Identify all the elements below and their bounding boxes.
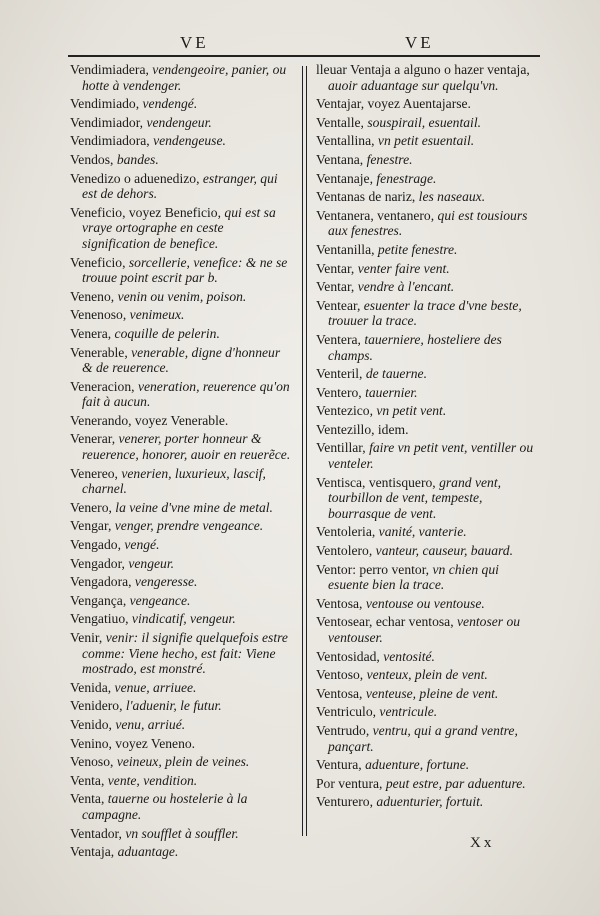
- entry-definition: auoir aduantage sur quelqu'vn.: [328, 77, 499, 93]
- dictionary-entry: [316, 614, 538, 645]
- column-divider: [302, 66, 307, 836]
- dictionary-entry: [316, 543, 538, 559]
- dictionary-entry: [316, 667, 538, 683]
- entry-headword: Venido,: [70, 716, 116, 732]
- dictionary-entry: [70, 791, 292, 822]
- dictionary-entry: [316, 596, 538, 612]
- dictionary-entry: [70, 115, 292, 131]
- entry-headword: Ventaja,: [70, 844, 118, 860]
- dictionary-entry: [70, 611, 292, 627]
- entry-headword: Vendimiador,: [70, 114, 147, 130]
- dictionary-entry: [316, 62, 538, 93]
- entry-definition: veneration, reuerence qu'on fait à aucun.: [82, 378, 290, 410]
- entry-definition: souspirail, esuentail.: [367, 114, 482, 130]
- entry-definition: les naseaux.: [418, 189, 486, 205]
- entry-headword: Vengança,: [70, 592, 130, 608]
- dictionary-entry: [70, 844, 292, 860]
- entry-definition: vn chien qui esuente bien la trace.: [328, 561, 499, 593]
- entry-headword: Ventanilla,: [316, 241, 378, 257]
- entry-headword: Ventanaje,: [316, 170, 377, 186]
- dictionary-entry: [316, 440, 538, 471]
- dictionary-entry: [70, 630, 292, 677]
- dictionary-entry: [70, 96, 292, 112]
- dictionary-entry: [70, 152, 292, 168]
- entry-definition: venin ou venim, poison.: [117, 288, 247, 304]
- entry-definition: grand vent, tourbillon de vent, tempeste, bourrasque de vent.: [328, 474, 501, 521]
- entry-headword: Por ventura,: [316, 775, 386, 791]
- dictionary-entry: [316, 385, 538, 401]
- entry-definition: faire vn petit vent, ventiller ou venteler.: [328, 440, 534, 472]
- entry-headword: Ventosa,: [316, 595, 366, 611]
- entry-definition: venger, prendre vengeance.: [114, 518, 264, 534]
- entry-headword: Venir,: [70, 630, 106, 645]
- entry-definition: tauerne ou hostelerie à la campagne.: [82, 791, 248, 822]
- entry-headword: Ventador,: [70, 825, 126, 841]
- dictionary-entry: [70, 556, 292, 572]
- entry-headword: Venero,: [70, 499, 116, 515]
- entry-headword: Ventisca, ventisquero,: [316, 474, 440, 490]
- entry-definition: vendengé.: [142, 96, 198, 112]
- dictionary-entry: [316, 298, 538, 329]
- dictionary-entry: [70, 518, 292, 534]
- entry-headword: Ventar,: [316, 260, 358, 276]
- entry-headword: Veneno,: [70, 288, 118, 304]
- entry-definition: estranger, qui est de dehors.: [82, 170, 278, 202]
- entry-headword: Ventero,: [316, 384, 366, 400]
- entry-headword: Venereo,: [70, 465, 122, 481]
- dictionary-entry: [316, 133, 538, 149]
- dictionary-entry: [316, 475, 538, 522]
- entry-definition: vanteur, causeur, bauard.: [375, 543, 513, 559]
- entry-headword: Ventajar, voyez Auentajarse.: [316, 96, 471, 112]
- entry-definition: peut estre, par aduenture.: [385, 775, 526, 791]
- entry-definition: vengeresse.: [134, 574, 198, 590]
- header-rule: [68, 55, 540, 57]
- dictionary-entry: [70, 62, 292, 93]
- entry-headword: Venoso,: [70, 754, 117, 770]
- entry-headword: Veneficio, voyez Beneficio,: [70, 204, 225, 220]
- dictionary-entry: [70, 680, 292, 696]
- entry-definition: de tauerne.: [365, 366, 427, 382]
- entry-definition: venteuse, pleine de vent.: [365, 685, 499, 701]
- entry-definition: ventouse ou ventouse.: [365, 595, 485, 611]
- dictionary-entry: [316, 152, 538, 168]
- dictionary-entry: [70, 500, 292, 516]
- entry-headword: Vendos,: [70, 151, 117, 167]
- entry-headword: Vengador,: [70, 555, 129, 571]
- entry-headword: Ventura,: [316, 757, 366, 773]
- entry-headword: Vengadora,: [70, 574, 135, 590]
- dictionary-entry: [70, 593, 292, 609]
- entry-definition: ventosité.: [383, 648, 435, 664]
- entry-definition: tauerniere, hosteliere des champs.: [328, 331, 502, 363]
- dictionary-entry: [316, 562, 538, 593]
- entry-definition: bandes.: [116, 151, 159, 167]
- entry-headword: Venta,: [70, 791, 108, 807]
- dictionary-entry: [70, 754, 292, 770]
- dictionary-entry: [316, 171, 538, 187]
- entry-headword: Venedizo o aduenedizo,: [70, 170, 203, 186]
- dictionary-entry: [70, 255, 292, 286]
- entry-headword: Veneficio,: [70, 254, 129, 270]
- entry-definition: venerien, luxurieux, lascif, charnel.: [82, 465, 266, 497]
- right-column: [316, 62, 538, 813]
- entry-headword: Ventoso,: [316, 667, 367, 683]
- entry-headword: Ventolero,: [316, 543, 376, 559]
- dictionary-entry: [316, 422, 538, 438]
- entry-headword: Ventera,: [316, 331, 365, 347]
- dictionary-entry: [316, 649, 538, 665]
- entry-headword: Vendimiadora,: [70, 133, 154, 149]
- entry-definition: l'aduenir, le futur.: [125, 698, 222, 714]
- entry-headword: Ventosa,: [316, 685, 366, 701]
- entry-headword: Ventriculo,: [316, 704, 380, 720]
- dictionary-entry: [70, 171, 292, 202]
- entry-headword: Ventillar,: [316, 440, 370, 456]
- entry-headword: Ventanas de nariz,: [316, 189, 419, 205]
- entry-headword: Vendimiadera,: [70, 62, 153, 77]
- header-right: VE: [405, 33, 434, 52]
- dictionary-entry: [70, 289, 292, 305]
- dictionary-entry: [316, 524, 538, 540]
- entry-definition: vendengeur.: [146, 114, 212, 130]
- entry-headword: Ventoleria,: [316, 524, 379, 540]
- dictionary-entry: [70, 133, 292, 149]
- entry-headword: Ventalle,: [316, 114, 368, 130]
- dictionary-entry: [316, 332, 538, 363]
- entry-headword: Venerando, voyez Venerable.: [70, 412, 229, 428]
- entry-definition: petite fenestre.: [377, 241, 458, 257]
- entry-headword: lleuar Ventaja a alguno o hazer ventaja,: [316, 62, 530, 77]
- running-header: [70, 33, 540, 55]
- entry-definition: venerable, digne d'honneur & de reuerence.: [82, 344, 281, 376]
- entry-headword: Ventezico,: [316, 403, 377, 419]
- entry-definition: sorcellerie, venefice: & ne se trouue point escrit par b.: [82, 254, 288, 286]
- dictionary-entry: [70, 717, 292, 733]
- dictionary-entry: [70, 413, 292, 429]
- entry-headword: Ventezillo, idem.: [316, 421, 409, 437]
- entry-headword: Venenoso,: [70, 307, 130, 323]
- dictionary-entry: [316, 279, 538, 295]
- dictionary-entry: [70, 537, 292, 553]
- dictionary-entry: [316, 686, 538, 702]
- entry-headword: Ventosear, echar ventosa,: [316, 614, 457, 630]
- entry-headword: Vengar,: [70, 518, 115, 534]
- entry-headword: Ventallina,: [316, 133, 378, 149]
- dictionary-entry: [70, 205, 292, 252]
- entry-definition: vendengeuse.: [153, 133, 226, 149]
- dictionary-entry: [316, 757, 538, 773]
- dictionary-entry: [316, 704, 538, 720]
- dictionary-entry: [316, 261, 538, 277]
- entry-definition: vendre à l'encant.: [357, 279, 455, 295]
- dictionary-entry: [70, 307, 292, 323]
- entry-headword: Ventana,: [316, 151, 367, 167]
- dictionary-entry: [316, 366, 538, 382]
- dictionary-entry: [316, 189, 538, 205]
- entry-definition: aduantage.: [117, 844, 179, 860]
- entry-definition: ventru, qui a grand ventre, pançart.: [328, 722, 518, 754]
- entry-definition: ventoser ou ventouser.: [328, 614, 521, 645]
- entry-headword: Ventor: perro ventor,: [316, 561, 433, 577]
- entry-definition: vengeur.: [128, 555, 175, 571]
- entry-headword: Ventear,: [316, 297, 364, 313]
- entry-headword: Ventar,: [316, 279, 358, 295]
- dictionary-entry: [70, 466, 292, 497]
- entry-definition: qui est tousiours aux fenestres.: [328, 207, 528, 239]
- entry-definition: venue, arriuee.: [114, 679, 197, 695]
- dictionary-entry: [316, 776, 538, 792]
- entry-headword: Venta,: [70, 772, 108, 788]
- entry-definition: vindicatif, vengeur.: [131, 611, 236, 627]
- entry-headword: Venerable,: [70, 344, 132, 360]
- entry-definition: venerer, porter honneur & reuerence, honorer, auoir en reuerẽce.: [82, 431, 291, 463]
- entry-definition: venter faire vent.: [357, 260, 450, 276]
- entry-headword: Venturero,: [316, 794, 377, 810]
- entry-headword: Vengado,: [70, 537, 125, 553]
- entry-definition: coquille de pelerin.: [114, 325, 220, 341]
- entry-headword: Venidero,: [70, 698, 126, 714]
- entry-headword: Ventanera, ventanero,: [316, 207, 438, 223]
- dictionary-entry: [316, 96, 538, 112]
- entry-definition: vengé.: [124, 537, 160, 553]
- entry-headword: Vengatiuo,: [70, 611, 132, 627]
- dictionary-entry: [316, 723, 538, 754]
- entry-definition: vendengeoire, panier, ou hotte à vendenger.: [82, 62, 287, 93]
- dictionary-entry: [70, 826, 292, 842]
- entry-definition: vengeance.: [129, 592, 191, 608]
- dictionary-entry: [70, 698, 292, 714]
- entry-definition: vanité, vanterie.: [378, 524, 467, 540]
- entry-headword: Venino, voyez Veneno.: [70, 735, 196, 751]
- entry-headword: Veneracion,: [70, 378, 138, 394]
- left-column: [70, 62, 292, 863]
- dictionary-entry: [316, 208, 538, 239]
- entry-definition: vn petit vent.: [376, 403, 447, 419]
- entry-definition: la veine d'vne mine de metal.: [115, 499, 273, 515]
- entry-headword: Venteril,: [316, 366, 366, 382]
- entry-headword: Ventrudo,: [316, 722, 373, 738]
- entry-definition: venimeux.: [129, 307, 185, 323]
- dictionary-entry: [316, 115, 538, 131]
- dictionary-entry: [70, 326, 292, 342]
- dictionary-entry: [70, 345, 292, 376]
- dictionary-entry: [70, 574, 292, 590]
- dictionary-entry: [316, 794, 538, 810]
- entry-definition: aduenturier, fortuit.: [376, 794, 484, 810]
- entry-definition: vn petit esuentail.: [377, 133, 475, 149]
- dictionary-entry: [316, 403, 538, 419]
- entry-headword: Venera,: [70, 325, 115, 341]
- entry-definition: esuenter la trace d'vne beste, trouuer la trace.: [328, 297, 522, 329]
- entry-definition: fenestrage.: [376, 170, 437, 186]
- entry-definition: vente, vendition.: [107, 772, 198, 788]
- entry-definition: ventricule.: [379, 704, 438, 720]
- entry-headword: Venida,: [70, 679, 115, 695]
- entry-definition: qui est sa vraye ortographe en ceste signification de benefice.: [82, 204, 276, 251]
- entry-definition: veineux, plein de veines.: [116, 754, 250, 770]
- entry-headword: Vendimiado,: [70, 96, 143, 112]
- entry-definition: tauernier.: [365, 384, 418, 400]
- entry-headword: Venerar,: [70, 431, 119, 447]
- dictionary-entry: [316, 242, 538, 258]
- dictionary-entry: [70, 379, 292, 410]
- header-left: VE: [180, 33, 209, 52]
- dictionary-entry: [70, 773, 292, 789]
- entry-definition: aduenture, fortune.: [365, 757, 470, 773]
- entry-definition: venteux, plein de vent.: [366, 667, 488, 683]
- entry-headword: Ventosidad,: [316, 648, 384, 664]
- entry-definition: vn soufflet à souffler.: [125, 825, 239, 841]
- dictionary-entry: [70, 431, 292, 462]
- dictionary-entry: [70, 736, 292, 752]
- entry-definition: venir: il signifie quelquefois estre comme: Viene hecho, est fait: Viene mostrado, est monstré.: [82, 630, 288, 677]
- entry-definition: venu, arriué.: [115, 716, 186, 732]
- entry-definition: fenestre.: [366, 151, 413, 167]
- catchword: Xx: [470, 835, 495, 851]
